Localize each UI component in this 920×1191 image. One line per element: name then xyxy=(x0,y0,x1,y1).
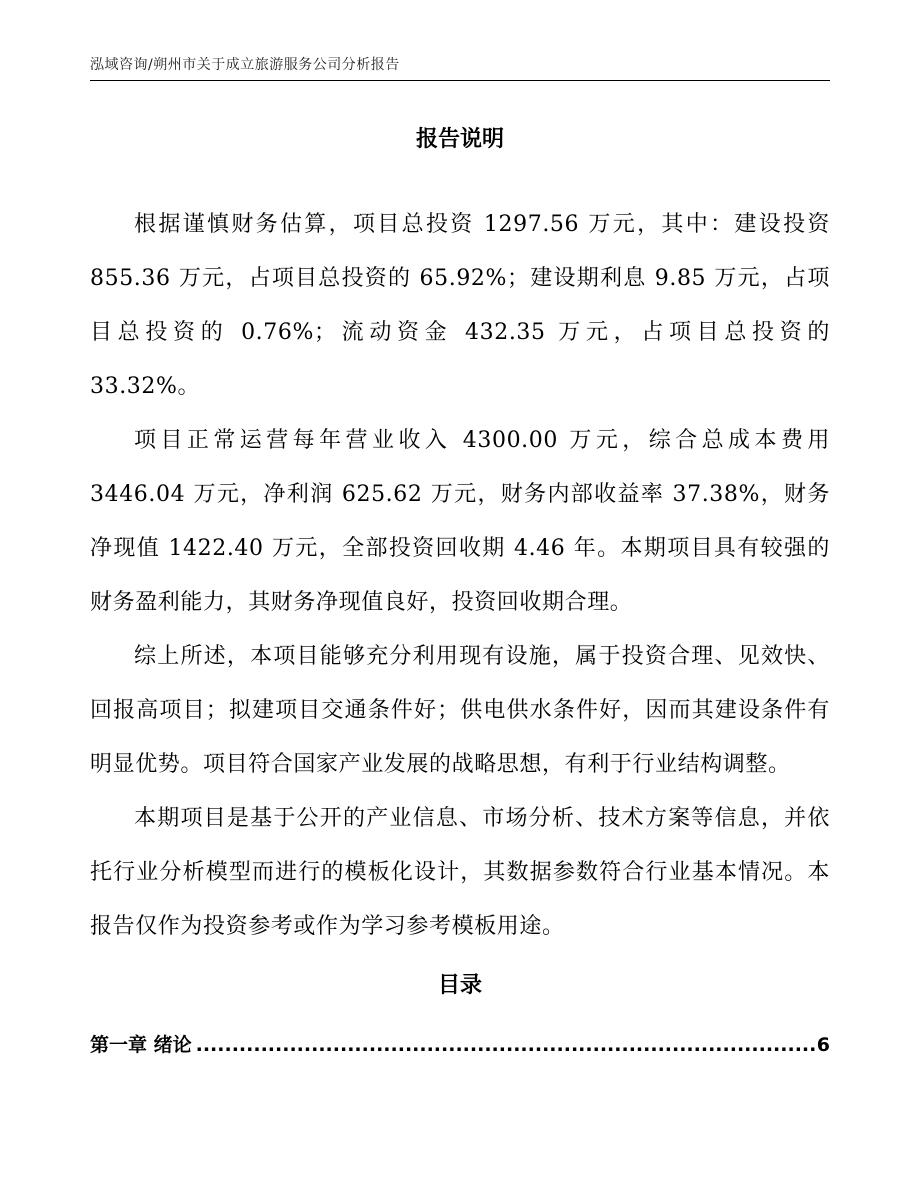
header-divider xyxy=(90,80,830,81)
toc-title: 目录 xyxy=(437,973,482,998)
toc-entry-chapter-1[interactable] xyxy=(90,1030,830,1057)
report-body xyxy=(90,198,830,954)
toc-dot-leader xyxy=(196,1034,815,1056)
toc-entry-page-number: 6 xyxy=(816,1034,830,1056)
page-header: 泓域咨询/朔州市关于成立旅游服务公司分析报告 xyxy=(90,57,400,73)
paragraph-summary: 综上所述，本项目能够充分利用现有设施，属于投资合理、见效快、回报高项目；拟建项目交通条件好；供电供水条件好，因而其建设条件有明显优势。项目符合国家产业发展的战略思想，有利于行业结构调整。 xyxy=(90,644,830,777)
paragraph-investment: 根据谨慎财务估算，项目总投资 1297.56 万元，其中：建设投资 855.36 万元，占项目总投资的 65.92%；建设期利息 9.85 万元，占项目总投资的 0.76%；流动资金 432.35 万元，占项目总投资的 33.32%。 xyxy=(90,212,830,399)
report-title: 报告说明 xyxy=(415,127,504,152)
paragraph-revenue: 项目正常运营每年营业收入 4300.00 万元，综合总成本费用 3446.04 万元，净利润 625.62 万元，财务内部收益率 37.38%，财务净现值 1422.40 万元，全部投资回收期 4.46 年。本期项目具有较强的财务盈利能力，其财务净现值良好，投资回收期合理。 xyxy=(90,428,830,615)
toc-entry-label: 第一章 绪论 xyxy=(90,1034,192,1056)
paragraph-disclaimer: 本期项目是基于公开的产业信息、市场分析、技术方案等信息，并依托行业分析模型而进行的模板化设计，其数据参数符合行业基本情况。本报告仅作为投资参考或作为学习参考模板用途。 xyxy=(90,806,830,939)
